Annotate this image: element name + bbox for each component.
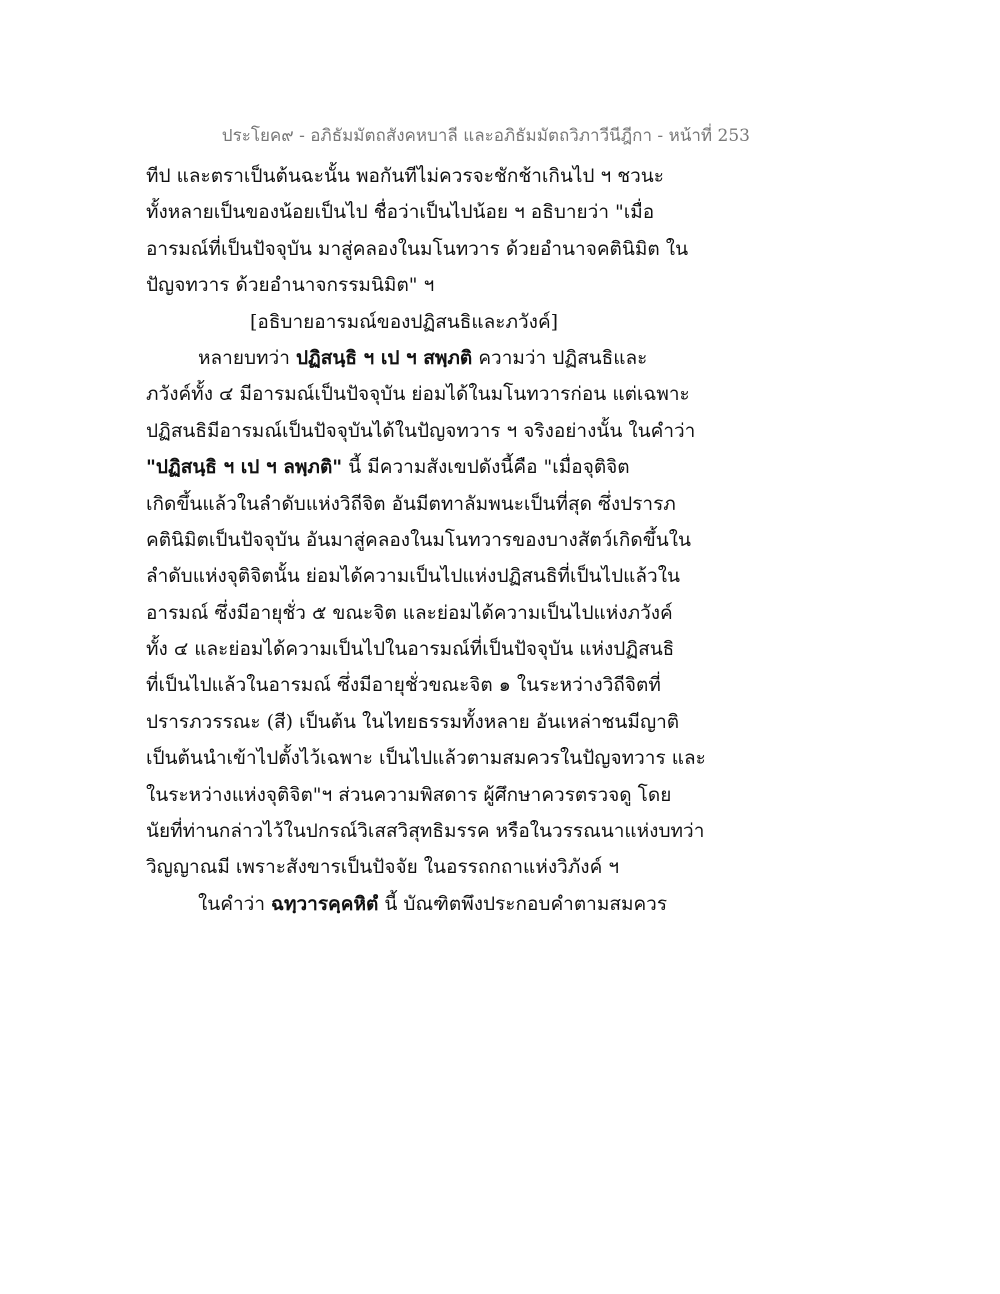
text-segment: อารมณ์ ซึ่งมีอายุชั่ว ๕ ขณะจิต และย่อมได้ความเป็นไปแห่งภวังค์ [146,601,673,624]
text-segment: คตินิมิตเป็นปัจจุบัน อันมาสู่คลองในมโนทวารของบางสัตว์เกิดขึ้นใน [146,528,692,551]
bold-term: "ปฏิสนฺธิ ฯ เป ฯ ลพฺภติ" [146,456,343,479]
text-segment: อารมณ์ที่เป็นปัจจุบัน มาสู่คลองในมโนทวาร ด้วยอำนาจคตินิมิต ใน [146,237,689,260]
text-line [146,777,746,813]
text-line [146,704,746,740]
text-line [146,194,746,230]
text-line [146,158,746,194]
text-line [146,304,746,340]
text-segment: เป็นต้นนำเข้าไปตั้งไว้เฉพาะ เป็นไปแล้วตามสมควรในปัญจทวาร และ [146,747,706,770]
text-line [146,667,746,703]
text-line [146,813,746,849]
text-line [146,849,746,885]
text-segment: [อธิบายอารมณ์ของปฏิสนธิและภวังค์] [250,310,559,333]
bold-term: ปฏิสนฺธิ ฯ เป ฯ สพฺภติ [295,346,473,369]
page-header: ประโยค๙ - อภิธัมมัตถสังคหบาลี และอภิธัมมัตถวิภาวีนีฎีกา - หน้าที่ 253 [221,126,750,146]
text-line [146,486,746,522]
text-segment: ปัญจทวาร ด้วยอำนาจกรรมนิมิต" ฯ [146,274,435,297]
text-segment: ทีป และตราเป็นต้นฉะนั้น พอกันทีไม่ควรจะชักช้าเกินไป ฯ ชวนะ [146,165,664,187]
text-line [146,267,746,303]
text-segment: ความว่า ปฏิสนธิและ [472,346,648,369]
text-segment: ปฏิสนธิมีอารมณ์เป็นปัจจุบันได้ในปัญจทวาร ฯ จริงอย่างนั้น ในคำว่า [146,419,696,442]
text-line [146,449,746,485]
text-segment: นี้ บัณฑิตพึงประกอบคำตามสมควร [378,892,668,915]
text-line [146,376,746,412]
text-line [146,522,746,558]
text-segment: ในคำว่า [198,892,272,915]
text-segment: หลายบทว่า [198,346,296,369]
text-segment: นัยที่ท่านกล่าวไว้ในปกรณ์วิเสสวิสุทธิมรรค หรือในวรรณนาแห่งบทว่า [146,820,705,843]
text-line [146,558,746,594]
text-segment: ในระหว่างแห่งจุติจิต"ฯ ส่วนความพิสดาร ผู้ศึกษาควรตรวจดู โดย [146,783,672,806]
bold-term: ฉทฺวารคฺคหิตํ [271,892,379,915]
text-line [146,631,746,667]
text-line [146,340,746,376]
body-text [146,158,746,922]
text-segment: ทั้งหลายเป็นของน้อยเป็นไป ชื่อว่าเป็นไปน้อย ฯ อธิบายว่า "เมื่อ [146,201,655,224]
text-segment: ภวังค์ทั้ง ๔ มีอารมณ์เป็นปัจจุบัน ย่อมได้ในมโนทวารก่อน แต่เฉพาะ [146,383,690,406]
text-segment: วิญญาณมี เพราะสังขารเป็นปัจจัย ในอรรถกถาแห่งวิภังค์ ฯ [146,856,619,879]
text-segment: ลำดับแห่งจุติจิตนั้น ย่อมได้ความเป็นไปแห่งปฏิสนธิที่เป็นไปแล้วใน [146,565,680,588]
text-segment: ที่เป็นไปแล้วในอารมณ์ ซึ่งมีอายุชั่วขณะจิต ๑ ในระหว่างวิถีจิตที่ [146,674,661,697]
text-line [146,413,746,449]
text-line [146,231,746,267]
text-line [146,740,746,776]
text-segment: เกิดขึ้นแล้วในลำดับแห่งวิถีจิต อันมีตทาลัมพนะเป็นที่สุด ซึ่งปรารภ [146,492,676,515]
text-segment: นี้ มีความสังเขปดังนี้คือ "เมื่อจุติจิต [342,456,630,479]
text-segment: ทั้ง ๔ และย่อมได้ความเป็นไปในอารมณ์ที่เป็นปัจจุบัน แห่งปฏิสนธิ [146,638,675,661]
text-line [146,886,746,922]
text-segment: ปรารภวรรณะ (สี) เป็นต้น ในไทยธรรมทั้งหลาย อันเหล่าชนมีญาติ [146,710,680,733]
text-line [146,595,746,631]
